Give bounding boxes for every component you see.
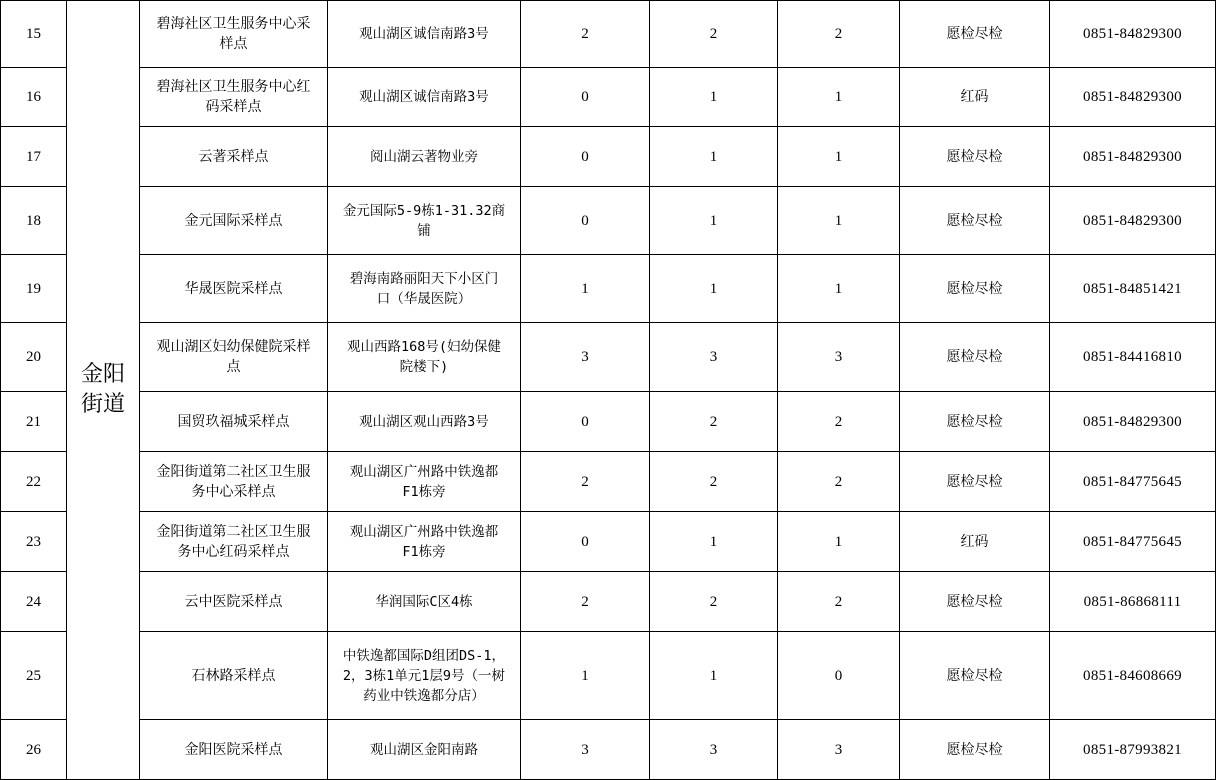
contact-phone-line: 0851-84775645	[1083, 533, 1182, 550]
table-row	[1, 187, 1216, 255]
contact-phone	[1050, 127, 1216, 187]
sampling-site-name	[140, 632, 328, 720]
count-value-a	[521, 187, 650, 255]
site-address-line: 口（华晟医院）	[376, 290, 472, 307]
sampling-site-name	[140, 1, 328, 68]
site-address-line: 观山湖区广州路中铁逸都	[349, 463, 499, 480]
testing-scope	[900, 187, 1050, 255]
count-value-c	[778, 452, 900, 512]
contact-phone-line: 0851-84829300	[1083, 148, 1182, 165]
row-number	[1, 323, 67, 392]
count-value-c-line: 0	[834, 667, 843, 684]
contact-phone	[1050, 720, 1216, 780]
row-number	[1, 127, 67, 187]
count-value-b-line: 2	[709, 26, 718, 42]
sampling-site-name-line: 云著采样点	[198, 148, 269, 165]
count-value-b	[650, 187, 778, 255]
site-address	[328, 512, 521, 572]
count-value-c	[778, 512, 900, 572]
site-address	[328, 187, 521, 255]
contact-phone-line: 0851-84416810	[1083, 349, 1182, 365]
count-value-a-line: 0	[581, 148, 589, 165]
site-address-line: F1栋旁	[402, 483, 446, 500]
table-row	[1, 572, 1216, 632]
row-number-line: 20	[26, 349, 41, 365]
testing-scope-line: 愿检尽检	[946, 26, 1003, 42]
sampling-site-name	[140, 127, 328, 187]
contact-phone-line: 0851-84829300	[1083, 212, 1182, 229]
count-value-b	[650, 720, 778, 780]
street-name-cell-line: 街道	[80, 392, 125, 417]
count-value-a-line: 2	[581, 593, 589, 610]
row-number-line: 26	[26, 741, 41, 758]
count-value-c-line: 1	[834, 148, 843, 165]
sampling-site-name	[140, 572, 328, 632]
sampling-site-name-line: 国贸玖福城采样点	[177, 413, 290, 430]
count-value-c	[778, 720, 900, 780]
count-value-c-line: 2	[834, 26, 843, 42]
sampling-site-name	[140, 452, 328, 512]
site-address-line: 2，3栋1单元1层9号（一树	[342, 667, 506, 684]
count-value-a	[521, 720, 650, 780]
sampling-site-name-line: 务中心红码采样点	[177, 543, 290, 560]
site-address-line: F1栋旁	[402, 543, 446, 560]
site-address-line: 院楼下)	[399, 359, 449, 375]
testing-scope	[900, 1, 1050, 68]
testing-scope-line: 愿检尽检	[946, 667, 1003, 684]
contact-phone	[1050, 255, 1216, 323]
contact-phone	[1050, 323, 1216, 392]
count-value-c	[778, 68, 900, 127]
contact-phone	[1050, 187, 1216, 255]
count-value-a	[521, 127, 650, 187]
site-address-line: 碧海南路丽阳天下小区门	[349, 270, 499, 287]
street-name-cell-line: 金阳	[80, 362, 125, 387]
site-address	[328, 127, 521, 187]
site-address	[328, 1, 521, 68]
testing-scope-line: 愿检尽检	[946, 280, 1003, 297]
contact-phone-line: 0851-84829300	[1083, 413, 1182, 430]
testing-scope	[900, 255, 1050, 323]
count-value-a	[521, 255, 650, 323]
count-value-b	[650, 572, 778, 632]
sampling-site-name-line: 码采样点	[205, 99, 262, 115]
count-value-a	[521, 1, 650, 68]
count-value-c-line: 3	[834, 349, 843, 365]
table-row	[1, 127, 1216, 187]
site-address-line: 铺	[417, 222, 431, 239]
count-value-b	[650, 632, 778, 720]
row-number-line: 23	[26, 533, 41, 550]
table-row	[1, 1, 1216, 68]
count-value-a	[521, 632, 650, 720]
testing-scope-line: 愿检尽检	[946, 148, 1003, 165]
count-value-a	[521, 452, 650, 512]
contact-phone	[1050, 512, 1216, 572]
testing-scope-line: 愿检尽检	[946, 593, 1003, 610]
site-address-line: 观山湖区广州路中铁逸都	[349, 523, 499, 540]
count-value-c-line: 1	[834, 280, 843, 297]
count-value-a	[521, 323, 650, 392]
sampling-site-name-line: 碧海社区卫生服务中心红	[156, 79, 311, 95]
contact-phone-line: 0851-84851421	[1083, 280, 1182, 297]
count-value-a-line: 0	[581, 533, 589, 550]
site-address	[328, 720, 521, 780]
count-value-a-line: 2	[581, 26, 589, 42]
testing-scope	[900, 512, 1050, 572]
site-address-line: 中铁逸都国际D组团DS-1，	[342, 647, 506, 664]
count-value-c-line: 3	[834, 741, 843, 758]
count-value-a	[521, 572, 650, 632]
row-number-line: 21	[26, 413, 41, 430]
row-number	[1, 255, 67, 323]
count-value-b	[650, 323, 778, 392]
count-value-c	[778, 255, 900, 323]
count-value-a	[521, 512, 650, 572]
testing-scope	[900, 452, 1050, 512]
sampling-site-name-line: 样点	[219, 36, 248, 52]
count-value-b-line: 2	[709, 593, 718, 610]
row-number-line: 18	[26, 212, 41, 229]
sampling-site-name	[140, 512, 328, 572]
testing-scope-line: 愿检尽检	[946, 741, 1003, 758]
site-address	[328, 392, 521, 452]
count-value-b	[650, 512, 778, 572]
count-value-a-line: 1	[581, 667, 589, 684]
count-value-c	[778, 187, 900, 255]
contact-phone-line: 0851-84829300	[1083, 26, 1182, 42]
row-number-line: 16	[26, 89, 41, 105]
site-address	[328, 632, 521, 720]
count-value-b-line: 1	[709, 280, 718, 297]
row-number	[1, 512, 67, 572]
contact-phone	[1050, 572, 1216, 632]
row-number-line: 22	[26, 473, 41, 490]
count-value-a	[521, 392, 650, 452]
table-row	[1, 512, 1216, 572]
sampling-site-name	[140, 323, 328, 392]
testing-scope	[900, 720, 1050, 780]
count-value-a-line: 0	[581, 413, 589, 430]
count-value-b-line: 1	[709, 212, 718, 229]
sampling-site-name-line: 金阳街道第二社区卫生服	[156, 463, 311, 480]
count-value-b	[650, 452, 778, 512]
count-value-c-line: 1	[834, 89, 843, 105]
table-body	[1, 1, 1216, 780]
contact-phone-line: 0851-84608669	[1083, 667, 1182, 684]
row-number-line: 15	[26, 26, 41, 42]
count-value-b	[650, 392, 778, 452]
count-value-b-line: 3	[709, 349, 718, 365]
site-address-line: 华润国际C区4栋	[375, 593, 473, 610]
testing-scope-line: 愿检尽检	[946, 473, 1003, 490]
row-number	[1, 187, 67, 255]
count-value-c	[778, 572, 900, 632]
count-value-a-line: 1	[581, 280, 589, 297]
count-value-b	[650, 255, 778, 323]
contact-phone	[1050, 1, 1216, 68]
site-address-line: 观山湖区金阳南路	[370, 741, 478, 758]
sampling-site-name-line: 金阳医院采样点	[184, 741, 283, 758]
testing-scope	[900, 572, 1050, 632]
count-value-c	[778, 392, 900, 452]
table-row	[1, 255, 1216, 323]
row-number	[1, 392, 67, 452]
contact-phone	[1050, 632, 1216, 720]
count-value-a-line: 0	[581, 212, 589, 229]
sampling-site-name	[140, 392, 328, 452]
count-value-c-line: 2	[834, 473, 843, 490]
testing-scope-line: 愿检尽检	[946, 413, 1003, 430]
count-value-b-line: 2	[709, 413, 718, 430]
count-value-c	[778, 632, 900, 720]
table-row	[1, 720, 1216, 780]
sampling-site-name-line: 金元国际采样点	[184, 212, 283, 229]
sampling-site-name-line: 点	[226, 359, 241, 375]
sampling-site-name	[140, 255, 328, 323]
table-row	[1, 68, 1216, 127]
site-address-line: 阅山湖云著物业旁	[370, 148, 478, 165]
count-value-c-line: 2	[834, 413, 843, 430]
testing-scope-line: 红码	[960, 533, 989, 550]
count-value-a-line: 2	[581, 473, 589, 490]
row-number-line: 25	[26, 667, 41, 684]
sampling-site-name-line: 石林路采样点	[191, 667, 276, 684]
row-number	[1, 1, 67, 68]
sampling-site-name	[140, 68, 328, 127]
testing-scope	[900, 68, 1050, 127]
sampling-site-name-line: 金阳街道第二社区卫生服	[156, 523, 311, 540]
table-row	[1, 392, 1216, 452]
row-number-line: 24	[26, 593, 41, 610]
testing-scope-line: 愿检尽检	[946, 349, 1003, 365]
row-number	[1, 632, 67, 720]
table-row	[1, 632, 1216, 720]
count-value-b-line: 3	[709, 741, 718, 758]
row-number-line: 17	[26, 148, 41, 165]
site-address-line: 观山西路168号(妇幼保健	[346, 339, 501, 355]
sampling-site-name-line: 碧海社区卫生服务中心采	[156, 16, 311, 32]
site-address-line: 观山湖区观山西路3号	[359, 413, 489, 430]
testing-scope	[900, 392, 1050, 452]
count-value-a-line: 3	[581, 349, 589, 365]
testing-scope-line: 愿检尽检	[946, 212, 1003, 229]
count-value-b-line: 2	[709, 473, 718, 490]
site-address-line: 药业中铁逸都分店）	[363, 687, 485, 704]
contact-phone-line: 0851-87993821	[1083, 741, 1182, 758]
testing-scope	[900, 127, 1050, 187]
count-value-c-line: 1	[834, 533, 843, 550]
site-address	[328, 255, 521, 323]
testing-scope	[900, 323, 1050, 392]
row-number	[1, 572, 67, 632]
row-number-line: 19	[26, 280, 41, 297]
count-value-c	[778, 127, 900, 187]
testing-scope	[900, 632, 1050, 720]
street-name-cell	[67, 1, 140, 780]
count-value-c-line: 1	[834, 212, 843, 229]
count-value-c-line: 2	[834, 593, 843, 610]
table-row	[1, 452, 1216, 512]
testing-scope-line: 红码	[960, 89, 989, 105]
contact-phone-line: 0851-86868111	[1083, 593, 1182, 610]
count-value-a-line: 0	[581, 89, 589, 105]
sampling-site-name-line: 云中医院采样点	[184, 593, 283, 610]
contact-phone-line: 0851-84775645	[1083, 473, 1182, 490]
count-value-b	[650, 127, 778, 187]
site-address	[328, 323, 521, 392]
site-address	[328, 68, 521, 127]
contact-phone	[1050, 452, 1216, 512]
count-value-b-line: 1	[709, 89, 718, 105]
count-value-b-line: 1	[709, 148, 718, 165]
count-value-a	[521, 68, 650, 127]
sampling-site-name	[140, 187, 328, 255]
row-number	[1, 68, 67, 127]
site-address-line: 金元国际5-9栋1-31.32商	[342, 202, 506, 219]
site-address-line: 观山湖区诚信南路3号	[359, 89, 489, 105]
contact-phone-line: 0851-84829300	[1083, 89, 1182, 105]
contact-phone	[1050, 392, 1216, 452]
row-number	[1, 452, 67, 512]
count-value-c	[778, 323, 900, 392]
sampling-site-name-line: 观山湖区妇幼保健院采样	[156, 339, 311, 355]
sampling-site-name-line: 华晟医院采样点	[184, 280, 283, 297]
site-address	[328, 452, 521, 512]
sampling-site-name-line: 务中心采样点	[191, 483, 276, 500]
row-number	[1, 720, 67, 780]
site-address-line: 观山湖区诚信南路3号	[359, 26, 489, 42]
count-value-c	[778, 1, 900, 68]
count-value-b-line: 1	[709, 667, 718, 684]
sampling-site-name	[140, 720, 328, 780]
table-row	[1, 323, 1216, 392]
site-address	[328, 572, 521, 632]
contact-phone	[1050, 68, 1216, 127]
count-value-b	[650, 68, 778, 127]
count-value-a-line: 3	[581, 741, 589, 758]
count-value-b	[650, 1, 778, 68]
count-value-b-line: 1	[709, 533, 718, 550]
